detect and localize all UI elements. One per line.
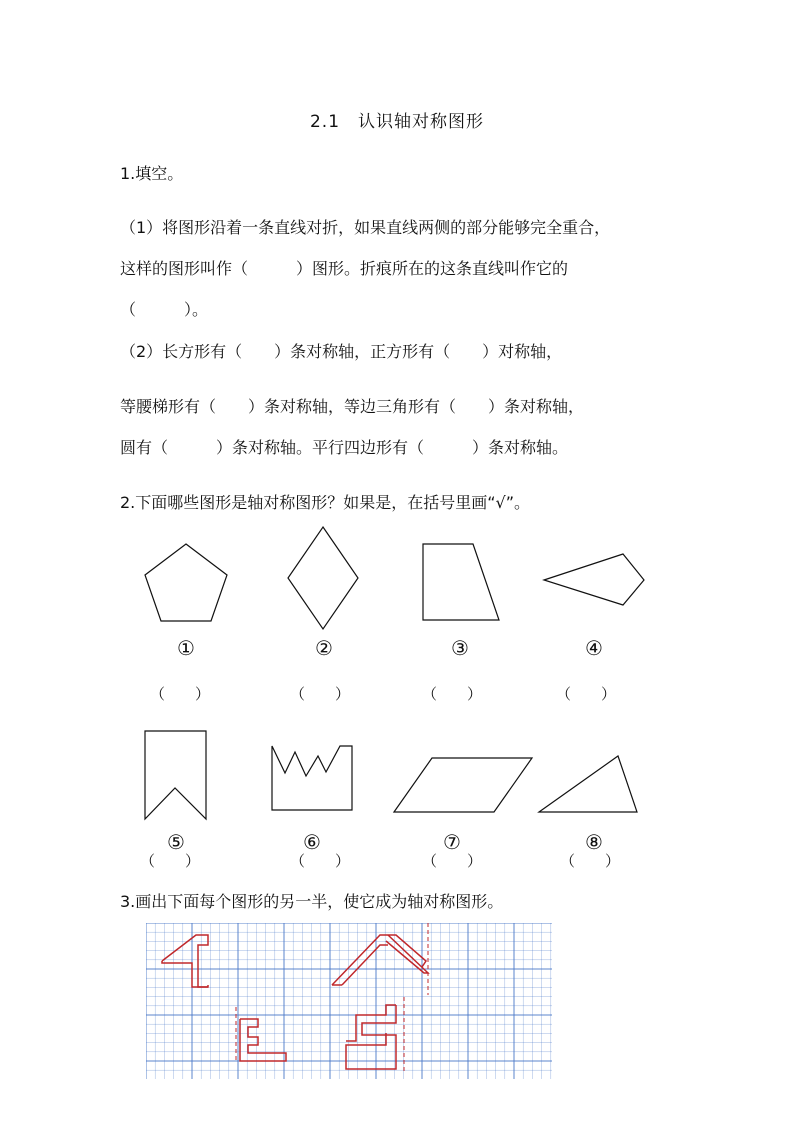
q1-line-6: 圆有（ ）条对称轴。平行四边形有（ ）条对称轴。	[120, 438, 569, 457]
q2-heading: 2.下面哪些图形是轴对称图形？如果是，在括号里画“√”。	[120, 493, 531, 512]
page-title: 2.1 认识轴对称图形	[309, 112, 485, 132]
q1-line-4: （2）长方形有（ ）条对称轴，正方形有（ ）对称轴，	[120, 342, 563, 361]
answer-paren-4[interactable]: （ ）	[556, 685, 617, 703]
q1-line-3: （ ）。	[120, 300, 209, 319]
parallelogram-icon	[390, 754, 536, 816]
answer-paren-7[interactable]: （ ）	[422, 852, 483, 870]
shape-number-6: ⑥	[303, 830, 321, 854]
half-figures	[162, 923, 428, 1071]
answer-paren-8[interactable]: （ ）	[560, 852, 621, 870]
q1-line-5: 等腰梯形有（ ）条对称轴，等边三角形有（ ）条对称轴，	[120, 397, 585, 416]
crown-icon	[268, 738, 356, 816]
answer-paren-5[interactable]: （ ）	[140, 852, 201, 870]
answer-paren-3[interactable]: （ ）	[422, 685, 483, 703]
shape-number-2: ②	[315, 636, 333, 660]
answer-paren-1[interactable]: （ ）	[150, 685, 211, 703]
shape-number-4: ④	[585, 636, 603, 660]
triangle-icon	[536, 752, 642, 816]
answer-paren-6[interactable]: （ ）	[290, 852, 351, 870]
grid-lines	[146, 923, 552, 1079]
banner-icon	[140, 726, 212, 824]
shape-number-3: ③	[451, 636, 469, 660]
shape-number-8: ⑧	[585, 830, 603, 854]
rhombus-icon	[283, 522, 363, 634]
shape-number-7: ⑦	[443, 830, 461, 854]
kite-icon	[540, 548, 650, 614]
shape-number-1: ①	[177, 636, 195, 660]
shape-number-5: ⑤	[167, 830, 185, 854]
drawing-grid[interactable]	[146, 923, 552, 1079]
pentagon-icon	[140, 538, 235, 626]
q1-line-2: 这样的图形叫作（ ）图形。折痕所在的这条直线叫作它的	[120, 259, 569, 278]
trapezoid-icon	[418, 540, 506, 626]
q3-heading: 3.画出下面每个图形的另一半，使它成为轴对称图形。	[120, 892, 504, 911]
half-figure-3	[240, 1019, 286, 1061]
q1-heading: 1.填空。	[120, 164, 184, 183]
q1-line-1: （1）将图形沿着一条直线对折，如果直线两侧的部分能够完全重合，	[120, 218, 611, 237]
answer-paren-2[interactable]: （ ）	[290, 685, 351, 703]
